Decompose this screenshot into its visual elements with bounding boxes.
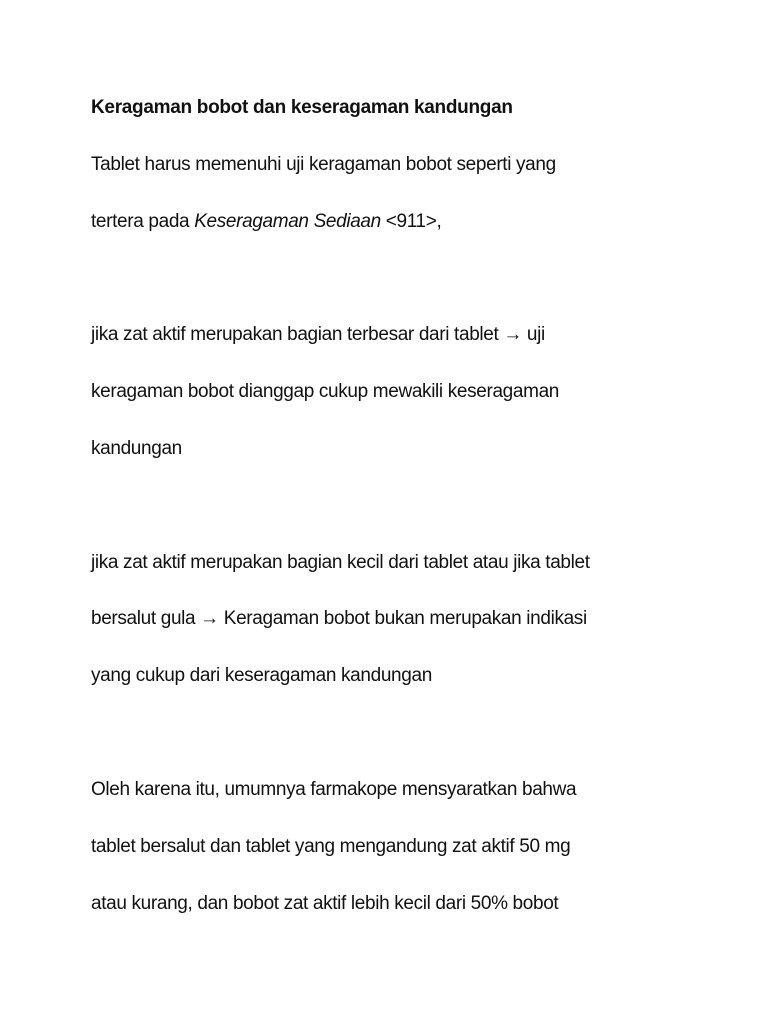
- paragraph-3-line-2: bersalut gula → Keragaman bobot bukan merupakan indikasi: [91, 608, 587, 629]
- paragraph-2-line-3: kandungan: [91, 438, 182, 459]
- paragraph-1-line-2: [91, 210, 441, 234]
- text-run: tertera pada: [91, 211, 195, 232]
- paragraph-3-line-3: yang cukup dari keseragaman kandungan: [91, 665, 432, 686]
- paragraph-2-line-2: keragaman bobot dianggap cukup mewakili keseragaman: [91, 381, 560, 402]
- paragraph-3-line-1: jika zat aktif merupakan bagian kecil dari tablet atau jika tablet: [91, 552, 590, 573]
- paragraph-4-line-3: atau kurang, dan bobot zat aktif lebih kecil dari 50% bobot: [91, 893, 559, 914]
- paragraph-4-line-1: Oleh karena itu, umumnya farmakope mensyaratkan bahwa: [91, 779, 577, 800]
- text-run: <911>,: [380, 211, 442, 232]
- paragraph-2-line-1: jika zat aktif merupakan bagian terbesar dari tablet → uji: [91, 324, 545, 345]
- paragraph-1-line-1: Tablet harus memenuhi uji keragaman bobot seperti yang: [91, 154, 556, 175]
- paragraph-4-line-2: tablet bersalut dan tablet yang mengandung zat aktif 50 mg: [91, 836, 571, 857]
- section-heading: Keragaman bobot dan keseragaman kandungan: [91, 97, 513, 118]
- italic-reference: Keseragaman Sediaan: [194, 211, 381, 232]
